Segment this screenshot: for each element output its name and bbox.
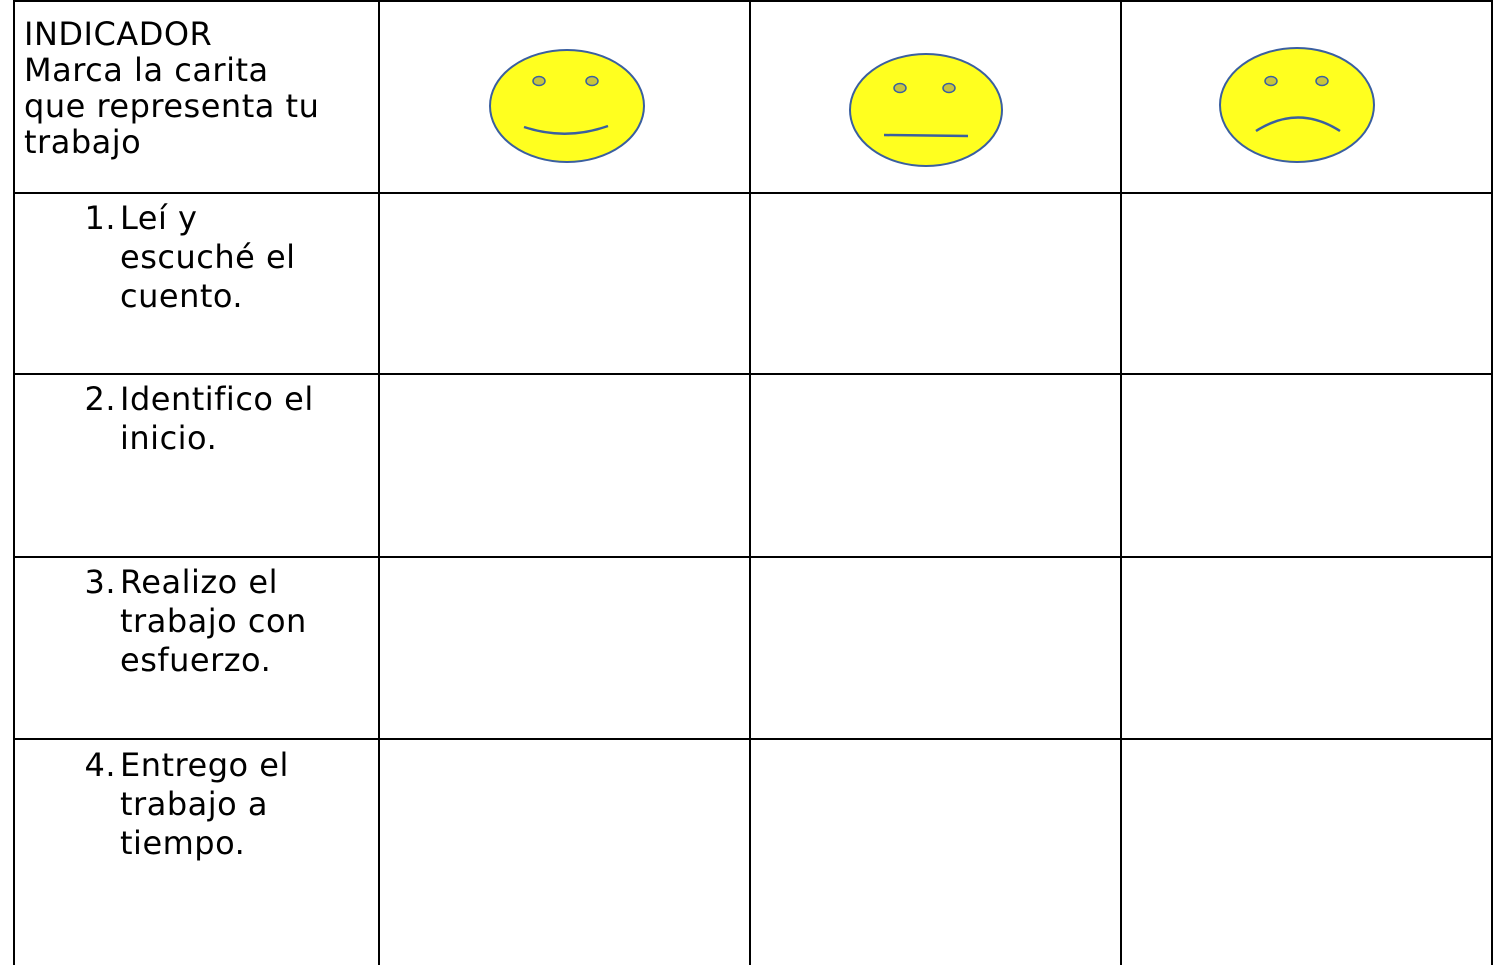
row-line: trabajo a bbox=[120, 785, 268, 823]
row-line: Leí y bbox=[120, 199, 198, 237]
row-line: inicio. bbox=[120, 419, 218, 457]
row-line: Entrego el bbox=[120, 746, 289, 784]
mark-cell-row1-neutral[interactable] bbox=[751, 194, 1120, 373]
mark-cell-row1-sad[interactable] bbox=[1122, 194, 1491, 373]
mark-cell-row2-sad[interactable] bbox=[1122, 375, 1491, 556]
row-line: Identifico el bbox=[120, 380, 314, 418]
mark-cell-row2-neutral[interactable] bbox=[751, 375, 1120, 556]
header-line-3: que representa tu bbox=[24, 87, 320, 125]
mark-cell-row3-sad[interactable] bbox=[1122, 558, 1491, 738]
row-number: 1. bbox=[84, 199, 116, 237]
header-indicator-cell bbox=[24, 16, 372, 160]
row-line: Realizo el bbox=[120, 563, 278, 601]
row-line: tiempo. bbox=[120, 824, 246, 862]
row-label-text bbox=[120, 380, 370, 458]
row-line: cuento. bbox=[120, 277, 244, 315]
row-number: 3. bbox=[84, 563, 116, 601]
mark-cell-row4-happy[interactable] bbox=[380, 740, 749, 965]
row-number: 4. bbox=[84, 746, 116, 784]
mark-cell-row4-neutral[interactable] bbox=[751, 740, 1120, 965]
mark-cell-row3-happy[interactable] bbox=[380, 558, 749, 738]
neutral-face-icon bbox=[846, 50, 1006, 170]
mark-cell-row3-neutral[interactable] bbox=[751, 558, 1120, 738]
header-line-1: INDICADOR bbox=[24, 15, 213, 53]
mark-cell-row1-happy[interactable] bbox=[380, 194, 749, 373]
sad-face-icon bbox=[1216, 44, 1378, 166]
row-line: trabajo con bbox=[120, 602, 307, 640]
row-label-text bbox=[120, 563, 370, 680]
row-label-text bbox=[120, 746, 370, 863]
mark-cell-row4-sad[interactable] bbox=[1122, 740, 1491, 965]
row-number: 2. bbox=[84, 380, 116, 418]
row-label-text bbox=[120, 199, 370, 316]
header-line-4: trabajo bbox=[24, 123, 142, 161]
header-line-2: Marca la carita bbox=[24, 51, 269, 89]
row-line: esfuerzo. bbox=[120, 641, 272, 679]
happy-face-icon bbox=[486, 46, 648, 166]
mark-cell-row2-happy[interactable] bbox=[380, 375, 749, 556]
row-line: escuché el bbox=[120, 238, 296, 276]
